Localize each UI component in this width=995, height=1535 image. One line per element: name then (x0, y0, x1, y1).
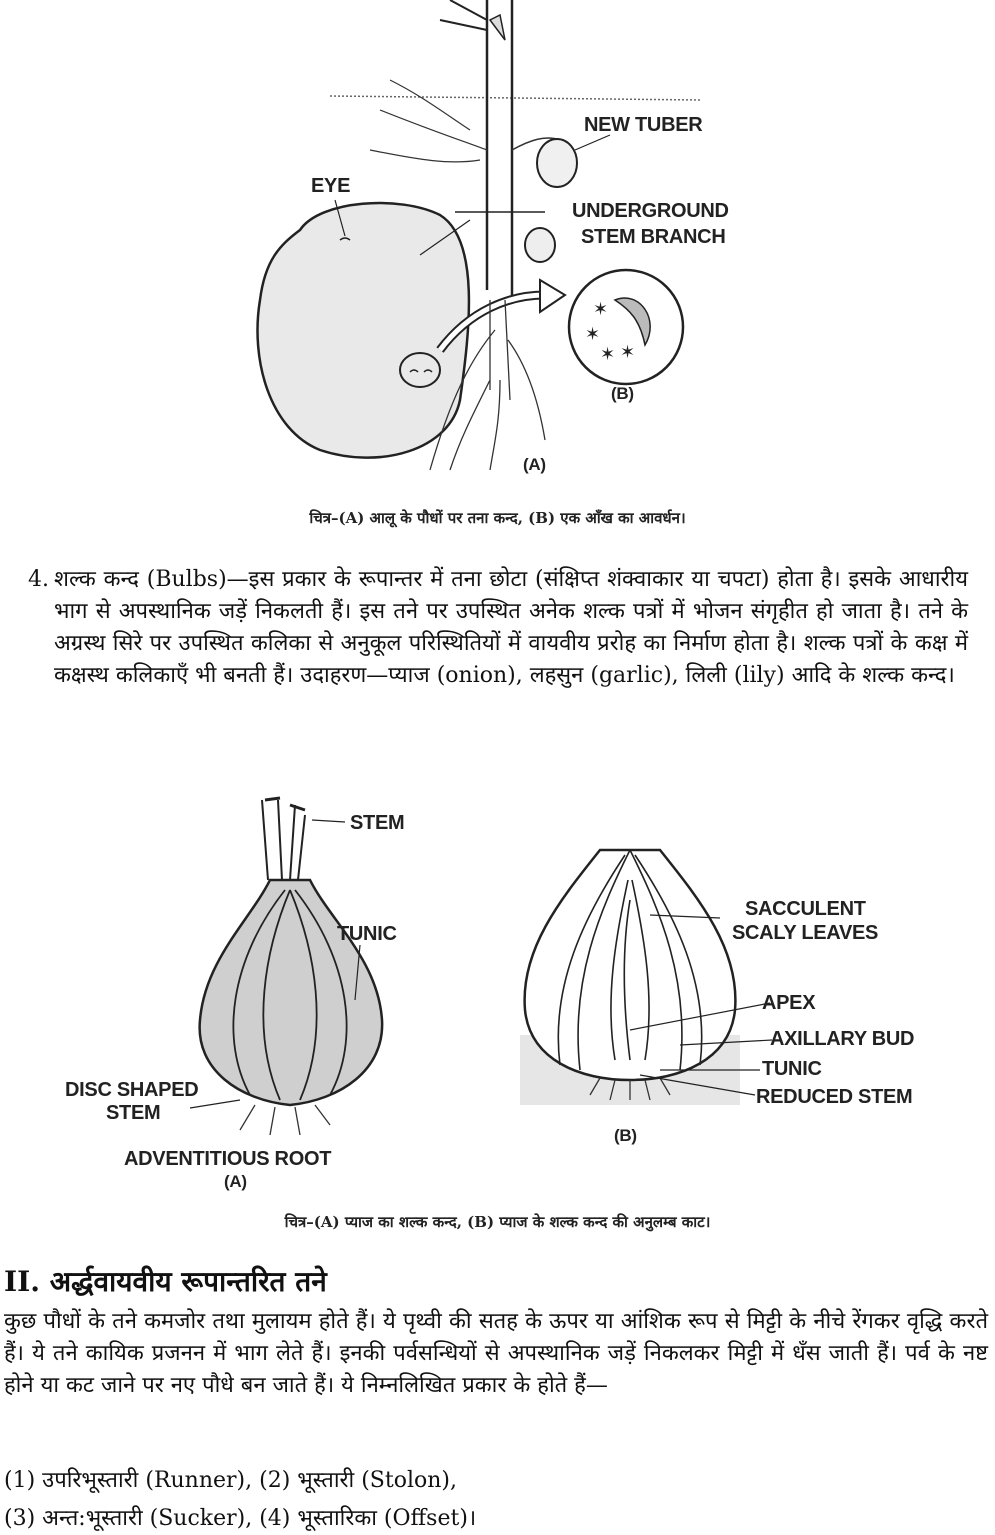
item4-number: 4. (28, 567, 49, 592)
label-stem-branch: STEM BRANCH (581, 226, 726, 248)
label-adventitious-root: ADVENTITIOUS ROOT (124, 1148, 332, 1170)
label-a: (A) (523, 455, 546, 474)
label-onion-b: (B) (614, 1126, 637, 1145)
label-tunic-b: TUNIC (762, 1058, 822, 1080)
label-eye: EYE (311, 175, 351, 197)
svg-text:✶: ✶ (593, 299, 609, 319)
section-paragraph: कुछ पौधों के तने कमजोर तथा मुलायम होते हैं। ये पृथ्वी की सतह के ऊपर या आंशिक रूप से मिट्टी के नीचे रेंगकर वृद्धि करते हैं। ये तने कायिक प्रजनन में भाग लेते हैं। इनकी पर्वसन्धियों से अपस्थानिक जड़ें निकलकर मिट्टी में धँस जाती हैं। पर्व के नष्ट होने या कट जाने पर नए पौधे बन जाते हैं। ये निम्नलिखित प्रकार के होते हैं— (4, 1309, 988, 1398)
list-line-2: (3) अन्त:भूस्तारी (Sucker), (4) भूस्तारिका (Offset)। (4, 1506, 477, 1531)
label-b: (B) (611, 384, 634, 403)
label-apex: APEX (762, 992, 816, 1014)
label-disc-stem: STEM (106, 1102, 161, 1124)
label-disc-shaped: DISC SHAPED (65, 1079, 199, 1101)
label-axillary-bud: AXILLARY BUD (770, 1028, 915, 1050)
label-sacculent: SACCULENT (745, 898, 866, 920)
label-underground: UNDERGROUND (572, 200, 729, 222)
item4-text: शल्क कन्द (Bulbs)—इस प्रकार के रूपान्तर में तना छोटा (संक्षिप्त शंक्वाकार या चपटा) होता है। इसके आधारीय भाग से अपस्थानिक जड़ें निकलती हैं। इस तने पर उपस्थित अनेक शल्क पत्रों में भोजन संगृहीत हो जाता है। तने के अग्रस्थ सिरे पर उपस्थित कलिका से अनुकूल परिस्थितियों में वायवीय प्ररोह का निर्माण होता है। शल्क पत्रों के कक्ष में कक्षस्थ कलिकाएँ भी बनती हैं। उदाहरण—प्याज (onion), लहसुन (garlic), लिली (lily) आदि के शल्क कन्द। (54, 567, 968, 688)
label-tunic: TUNIC (337, 923, 397, 945)
label-stem: STEM (350, 812, 405, 834)
svg-text:✶: ✶ (585, 324, 601, 344)
label-reduced-stem: REDUCED STEM (756, 1086, 913, 1108)
figure1-caption: चित्र–(A) आलू के पौधों पर तना कन्द, (B) एक आँख का आवर्धन। (309, 509, 686, 527)
list-line-1: (1) उपरिभूस्तारी (Runner), (2) भूस्तारी (Stolon), (4, 1468, 457, 1493)
figure2-caption: चित्र–(A) प्याज का शल्क कन्द, (B) प्याज के शल्क कन्द की अनुलम्ब काट। (284, 1213, 711, 1231)
label-new-tuber: NEW TUBER (584, 114, 703, 136)
svg-text:✶: ✶ (620, 342, 636, 362)
section-heading: II. अर्द्धवायवीय रूपान्तरित तने (4, 1265, 327, 1298)
svg-text:✶: ✶ (600, 344, 616, 364)
label-onion-a: (A) (224, 1172, 247, 1191)
item4-paragraph (28, 564, 968, 692)
label-scaly-leaves: SCALY LEAVES (732, 922, 879, 944)
